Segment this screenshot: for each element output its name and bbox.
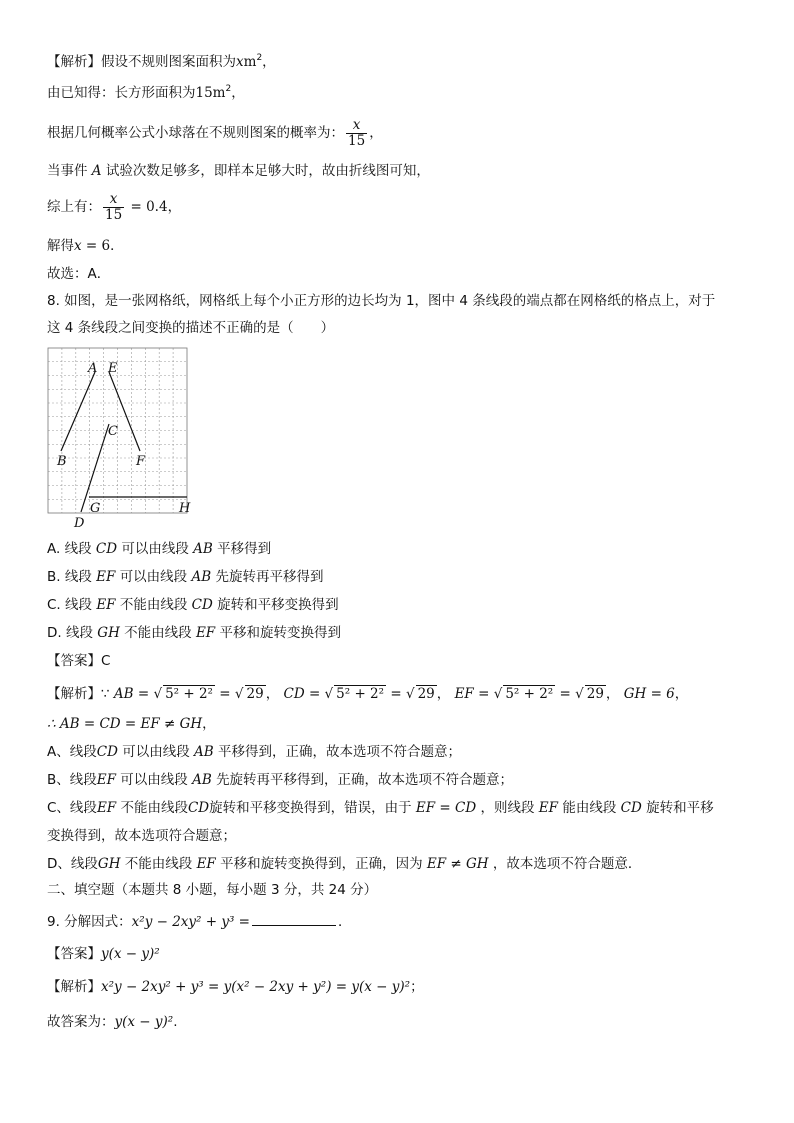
sol7-line7: 故选：A． (47, 266, 111, 282)
q8-explain-c: C、线段EF 不能由线段CD旋转和平移变换得到，错误，由于 EF = CD ，则线段 EF 能由线段 CD 旋转和平移 (47, 800, 714, 816)
q8-option-a: A. 线段 CD 可以由线段 AB 平移得到 (47, 541, 272, 557)
q8-explain-b: B、线段EF 可以由线段 AB 先旋转再平移得到，正确，故本选项不符合题意； (47, 772, 514, 788)
q8-stem-line2: 这 4 条线段之间变换的描述不正确的是（ ） (47, 320, 335, 336)
label-e: E (108, 361, 118, 376)
q8-therefore: ∴ AB = CD = EF ≠ GH， (47, 716, 216, 732)
q8-stem-line1: 8. 如图，是一张网格纸，网格纸上每个小正方形的边长均为 1，图中 4 条线段的端点都在网格纸的格点上，对于 (47, 293, 716, 309)
q8-explain-c-cont: 变换得到，故本选项符合题意； (47, 828, 236, 844)
label-b: B (57, 454, 67, 469)
q8-option-c: C. 线段 EF 不能由线段 CD 旋转和平移变换得到 (47, 597, 339, 613)
sol7-line4: 当事件 A 试验次数足够多，即样本足够大时，故由折线图可知， (47, 163, 430, 179)
q9-analysis: 【解析】x²y − 2xy² + y³ = y(x² − 2xy + y²) = y(x − y)²； (47, 979, 424, 995)
label-h: H (179, 501, 191, 516)
q8-answer: 【答案】C (47, 653, 111, 669)
segment-cd (81, 424, 109, 512)
q9-stem: 9. 分解因式：x²y − 2xy² + y³ = ． (47, 914, 352, 930)
q9-answer: 【答案】y(x − y)² (47, 946, 160, 962)
sol7-line5: 综上有： $\frac{x}{15}$ = 0.4， (47, 190, 182, 223)
q8-explain-d: D、线段GH 不能由线段 EF 平移和旋转变换得到，正确，因为 EF ≠ GH ，故本选项不符合题意． (47, 856, 642, 872)
q9-final: 故答案为：y(x − y)². (47, 1014, 178, 1030)
grid-figure (47, 347, 192, 532)
sol7-line1: 【解析】假设不规则图案面积为$xm^2$， (47, 53, 276, 70)
label-c: C (108, 424, 118, 439)
segment-ef (109, 372, 140, 451)
q8-analysis-line1: 【解析】∵ AB = √ 5² + 2² = √ 29 ， CD = √ 5² + 2² = √ 29 ， EF = √ 5² + 2² = √ 29 ， GH = 6， (47, 686, 689, 702)
q8-option-d: D. 线段 GH 不能由线段 EF 平移和旋转变换得到 (47, 625, 341, 641)
q8-option-b: B. 线段 EF 可以由线段 AB 先旋转再平移得到 (47, 569, 324, 585)
q8-explain-a: A、线段CD 可以由线段 AB 平移得到，正确，故本选项不符合题意； (47, 744, 461, 760)
sol7-line3: 根据几何概率公式小球落在不规则图案的概率为： $\frac{x}{15}$ ， (47, 116, 383, 149)
sol7-line2: 由已知得：长方形面积为$15m^2$， (47, 84, 245, 101)
label-f: F (136, 454, 146, 469)
label-g: G (90, 501, 101, 516)
segment-ab (61, 372, 95, 451)
label-d: D (74, 516, 85, 531)
answer-blank (252, 913, 336, 926)
sol7-line6: 解得x = 6． (47, 238, 124, 254)
label-a: A (88, 361, 98, 376)
section-heading: 二、填空题（本题共 8 小题，每小题 3 分，共 24 分） (47, 882, 378, 898)
